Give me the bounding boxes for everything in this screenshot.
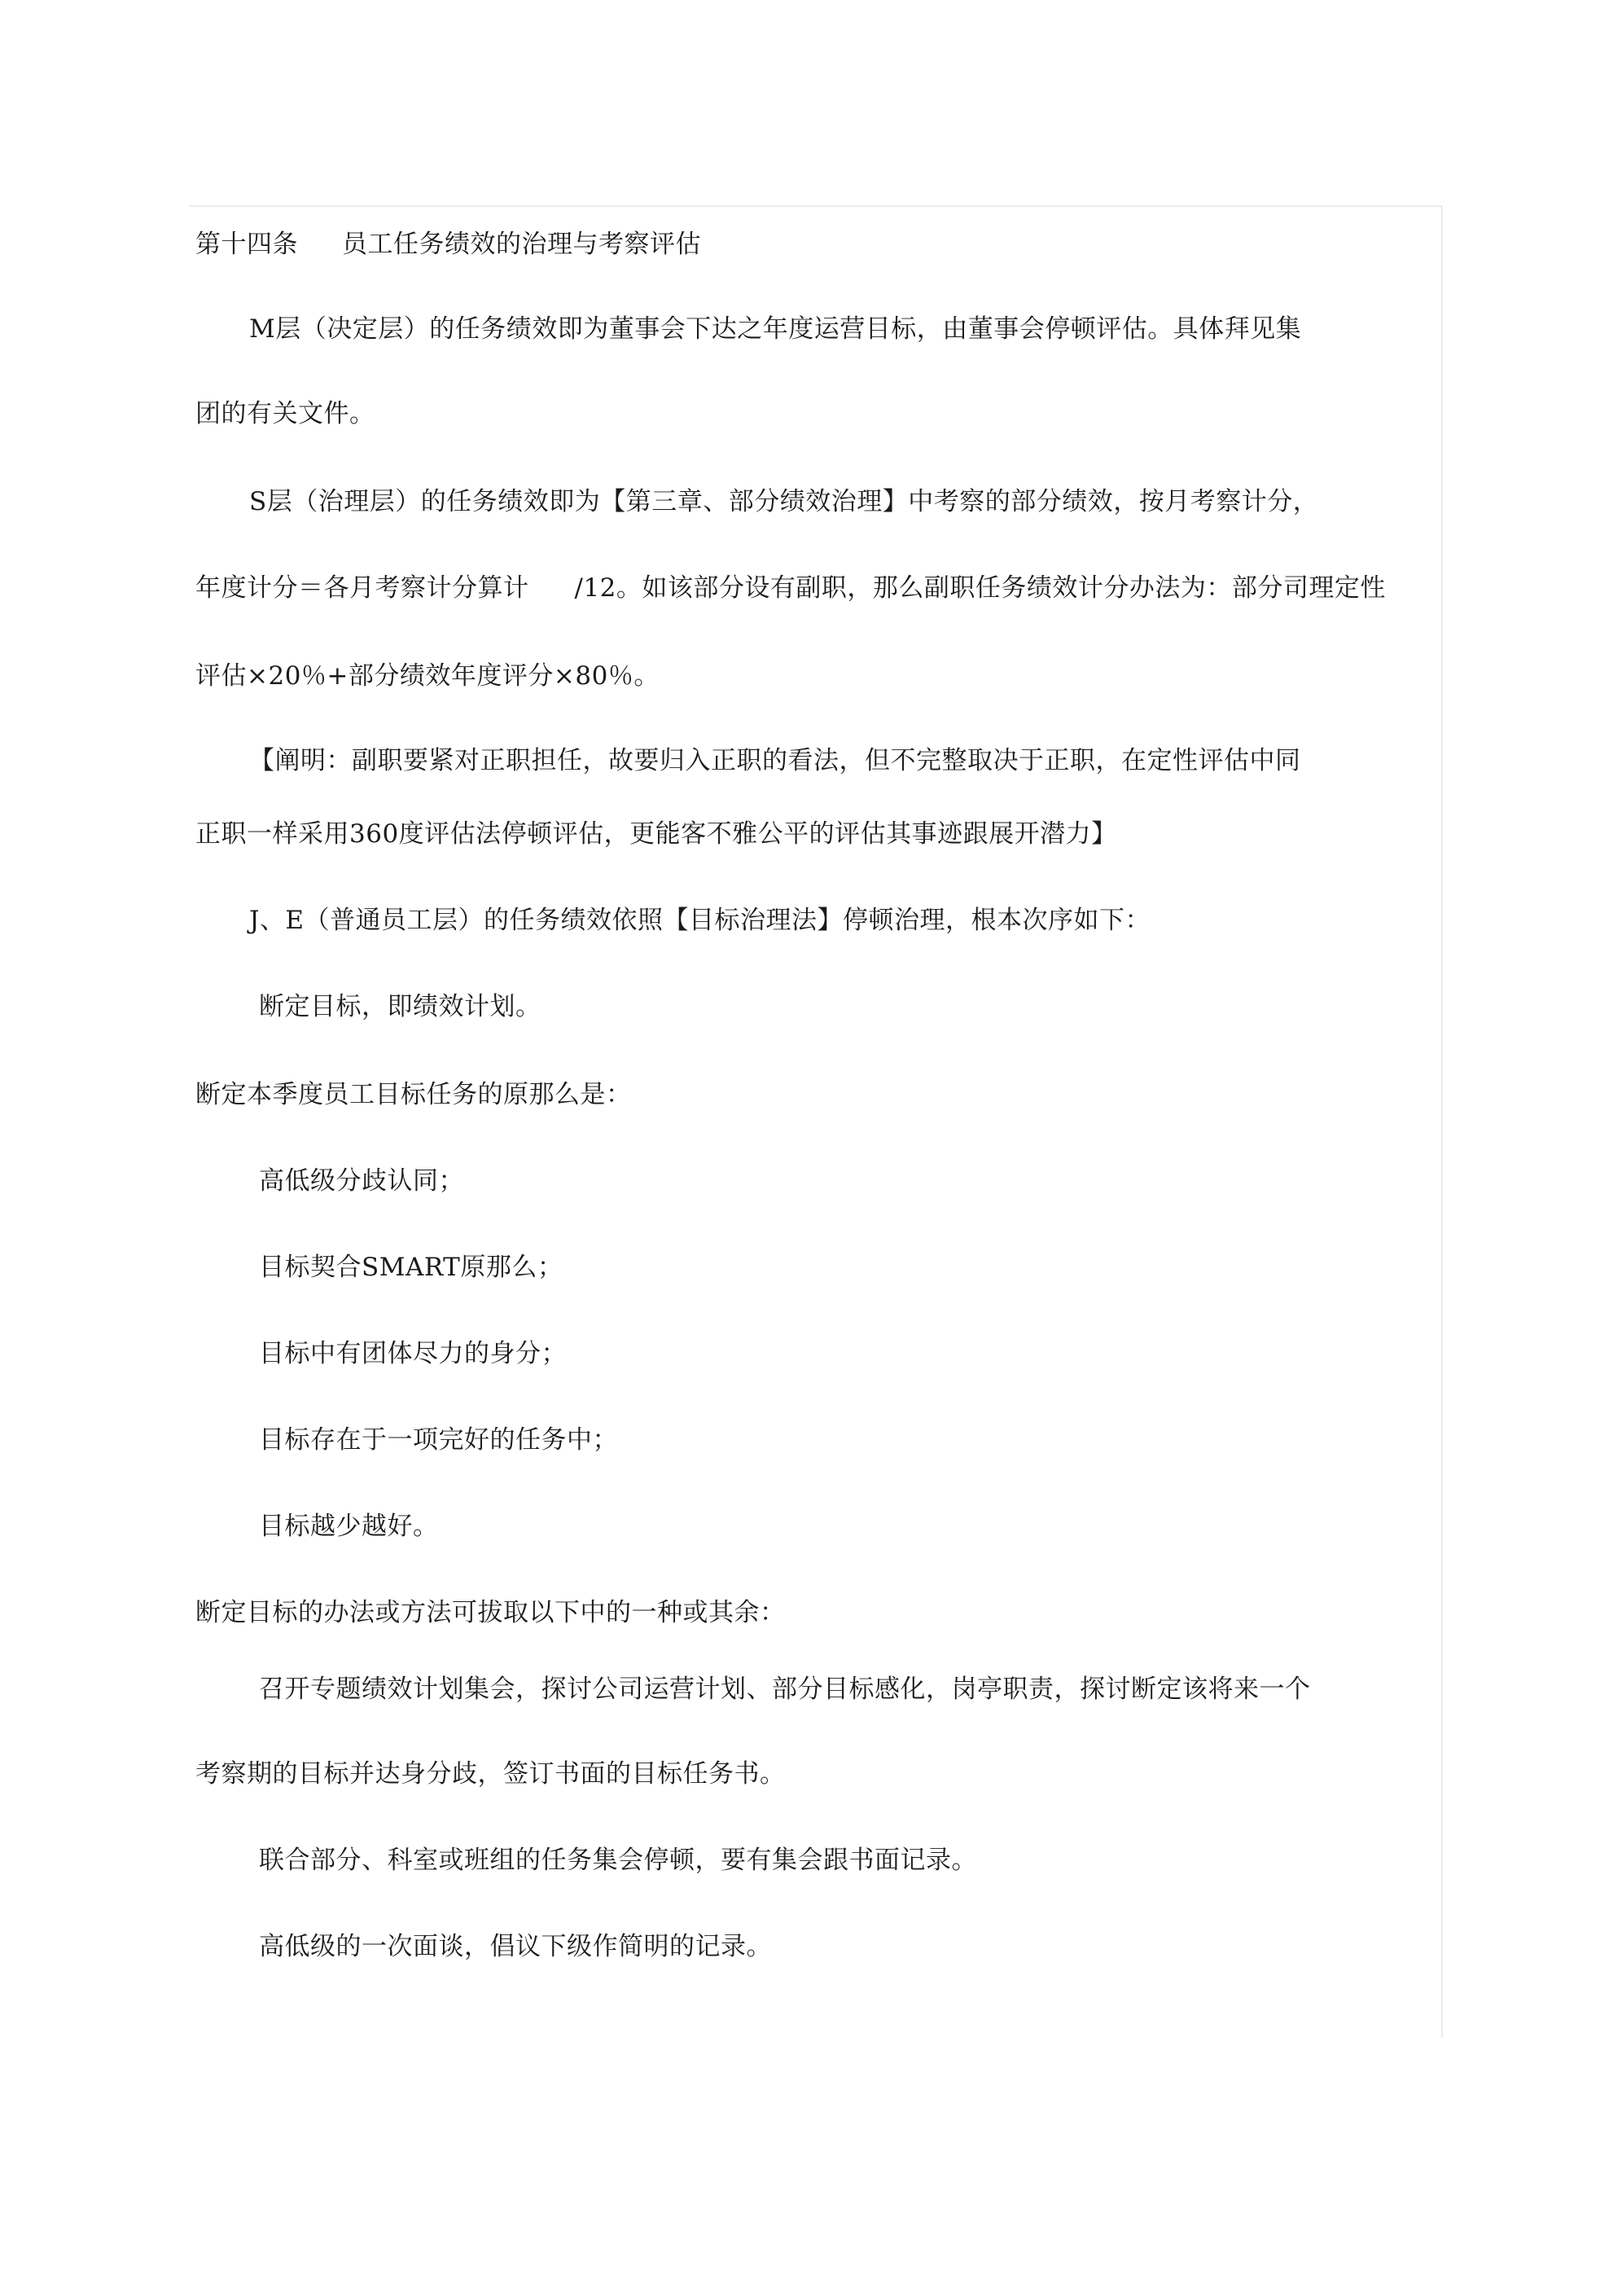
note-line: 正职一样采用360度评估法停顿评估，更能客不雅公平的评估其事迹跟展开潜力】 — [195, 819, 1117, 849]
list-item: 召开专题绩效计划集会，探讨公司运营计划、部分目标感化，岗亭职责，探讨断定该将来一个 — [259, 1675, 1311, 1704]
paragraph-line: 考察期的目标并达身分歧，签订书面的目标任务书。 — [195, 1759, 786, 1789]
article-title: 员工任务绩效的治理与考察评估 — [342, 230, 701, 259]
article-number: 第十四条 — [195, 230, 298, 259]
list-item: 目标存在于一项完好的任务中； — [259, 1425, 618, 1455]
paragraph-line: 年度计分＝各月考察计分算计 /12。如该部分设有副职，那么副职任务绩效计分办法为：部分司理定性 — [195, 573, 1386, 603]
paragraph-line: 评估×20％+部分绩效年度评分×80％。 — [195, 661, 660, 691]
list-item: 目标契合SMART原那么； — [259, 1253, 563, 1282]
list-item: 高低级分歧认同； — [259, 1166, 464, 1196]
list-item: 高低级的一次面谈，倡议下级作简明的记录。 — [259, 1932, 772, 1961]
list-item: 断定目标，即绩效计划。 — [259, 992, 541, 1021]
paragraph-line: 团的有关文件。 — [195, 399, 375, 428]
note-line: 【阐明：副职要紧对正职担任，故要归入正职的看法，但不完整取决于正职，在定性评估中同 — [249, 746, 1301, 775]
page-frame-top-border — [189, 205, 1443, 207]
page-frame-right-border — [1441, 205, 1443, 2038]
article-heading — [195, 228, 701, 261]
paragraph-line: 断定目标的办法或方法可拔取以下中的一种或其余： — [195, 1598, 786, 1627]
list-item: 目标越少越好。 — [259, 1512, 439, 1541]
list-item: 联合部分、科室或班组的任务集会停顿，要有集会跟书面记录。 — [259, 1846, 977, 1875]
paragraph-line: 断定本季度员工目标任务的原那么是： — [195, 1080, 632, 1109]
list-item: 目标中有团体尽力的身分； — [259, 1339, 567, 1368]
paragraph-line: M层（决定层）的任务绩效即为董事会下达之年度运营目标，由董事会停顿评估。具体拜见集 — [249, 314, 1302, 344]
paragraph-line: J、E（普通员工层）的任务绩效依照【目标治理法】停顿治理，根本次序如下： — [249, 906, 1151, 935]
paragraph-line: S层（治理层）的任务绩效即为【第三章、部分绩效治理】中考察的部分绩效，按月考察计分， — [249, 487, 1319, 516]
